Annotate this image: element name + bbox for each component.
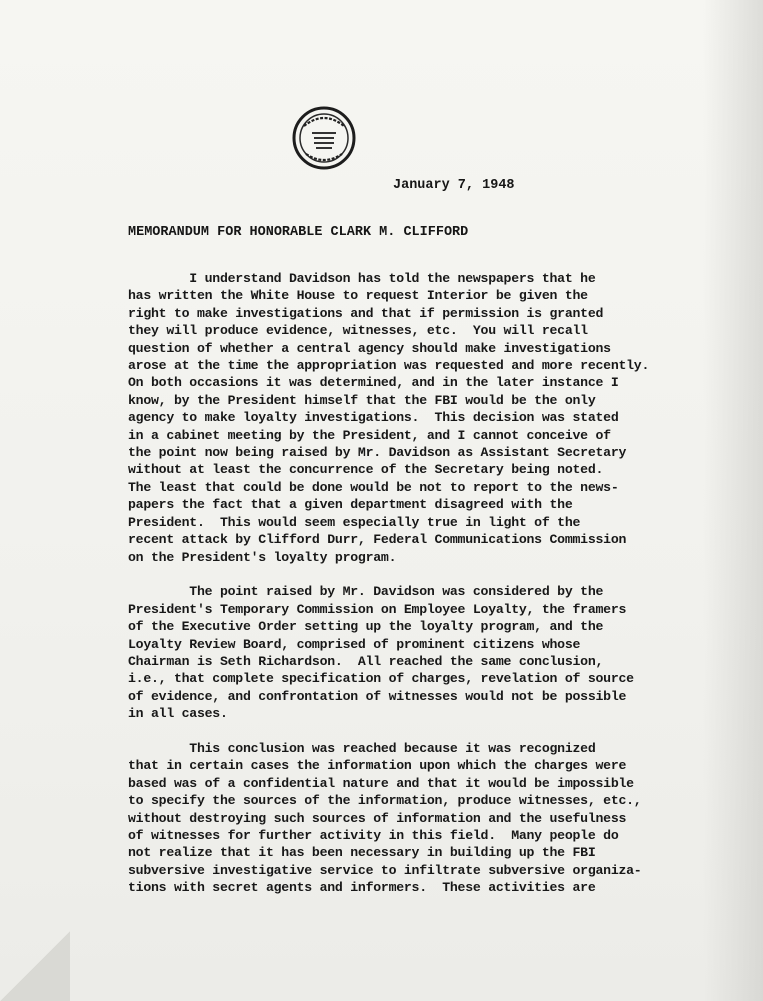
memo-line: President. This would seem especially true in light of the xyxy=(128,514,581,530)
memo-paragraph xyxy=(128,740,688,897)
folded-corner xyxy=(0,931,70,1001)
memo-line: i.e., that complete specification of charges, revelation of source xyxy=(128,671,634,687)
memo-body xyxy=(128,270,688,914)
page-edge-shadow xyxy=(703,0,763,1001)
memo-line: not realize that it has been necessary in building up the FBI xyxy=(128,845,596,861)
memo-line: subversive investigative service to infiltrate subversive organiza- xyxy=(128,862,642,878)
memo-line: of evidence, and confrontation of witnesses would not be possible xyxy=(128,688,627,704)
memo-line: the point now being raised by Mr. Davidson as Assistant Secretary xyxy=(128,445,627,461)
memo-line: on the President's loyalty program. xyxy=(128,549,397,565)
memo-date: January 7, 1948 xyxy=(393,178,515,193)
memo-line: arose at the time the appropriation was requested and more recently. xyxy=(128,358,650,374)
memo-line: based was of a confidential nature and that it would be impossible xyxy=(128,775,634,791)
memo-line: in all cases. xyxy=(128,706,228,722)
memo-paragraph xyxy=(128,583,688,722)
memo-line: papers the fact that a given department disagreed with the xyxy=(128,497,573,513)
memo-line: of the Executive Order setting up the loyalty program, and the xyxy=(128,619,604,635)
memo-line: question of whether a central agency should make investigations xyxy=(128,340,611,356)
memo-line: that in certain cases the information upon which the charges were xyxy=(128,758,627,774)
library-stamp-seal xyxy=(292,106,356,170)
memo-line: without at least the concurrence of the Secretary being noted. xyxy=(128,462,604,478)
memo-line: agency to make loyalty investigations. This decision was stated xyxy=(128,410,619,426)
memo-line: right to make investigations and that if permission is granted xyxy=(128,305,604,321)
memo-heading: MEMORANDUM FOR HONORABLE CLARK M. CLIFFORD xyxy=(128,225,469,240)
memo-line: Chairman is Seth Richardson. All reached the same conclusion, xyxy=(128,653,604,669)
memo-line: This conclusion was reached because it was recognized xyxy=(128,740,596,756)
memo-line: tions with secret agents and informers. These activities are xyxy=(128,880,596,896)
memo-line: The point raised by Mr. Davidson was considered by the xyxy=(128,584,604,600)
memo-line: in a cabinet meeting by the President, and I cannot conceive of xyxy=(128,427,611,443)
memo-line: recent attack by Clifford Durr, Federal Communications Commission xyxy=(128,532,627,548)
memo-line: On both occasions it was determined, and in the later instance I xyxy=(128,375,619,391)
memo-line: has written the White House to request Interior be given the xyxy=(128,288,588,304)
memo-line: to specify the sources of the information, produce witnesses, etc., xyxy=(128,793,642,809)
memo-line: I understand Davidson has told the newspapers that he xyxy=(128,271,596,286)
memo-line: know, by the President himself that the FBI would be the only xyxy=(128,392,596,408)
memo-line: of witnesses for further activity in this field. Many people do xyxy=(128,827,619,843)
memo-line: President's Temporary Commission on Employee Loyalty, the framers xyxy=(128,601,627,617)
memo-line: Loyalty Review Board, comprised of prominent citizens whose xyxy=(128,636,581,652)
memo-line: The least that could be done would be not to report to the news- xyxy=(128,479,619,495)
memo-line: they will produce evidence, witnesses, etc. You will recall xyxy=(128,323,588,339)
memo-line: without destroying such sources of information and the usefulness xyxy=(128,810,627,826)
memo-paragraph xyxy=(128,270,688,566)
